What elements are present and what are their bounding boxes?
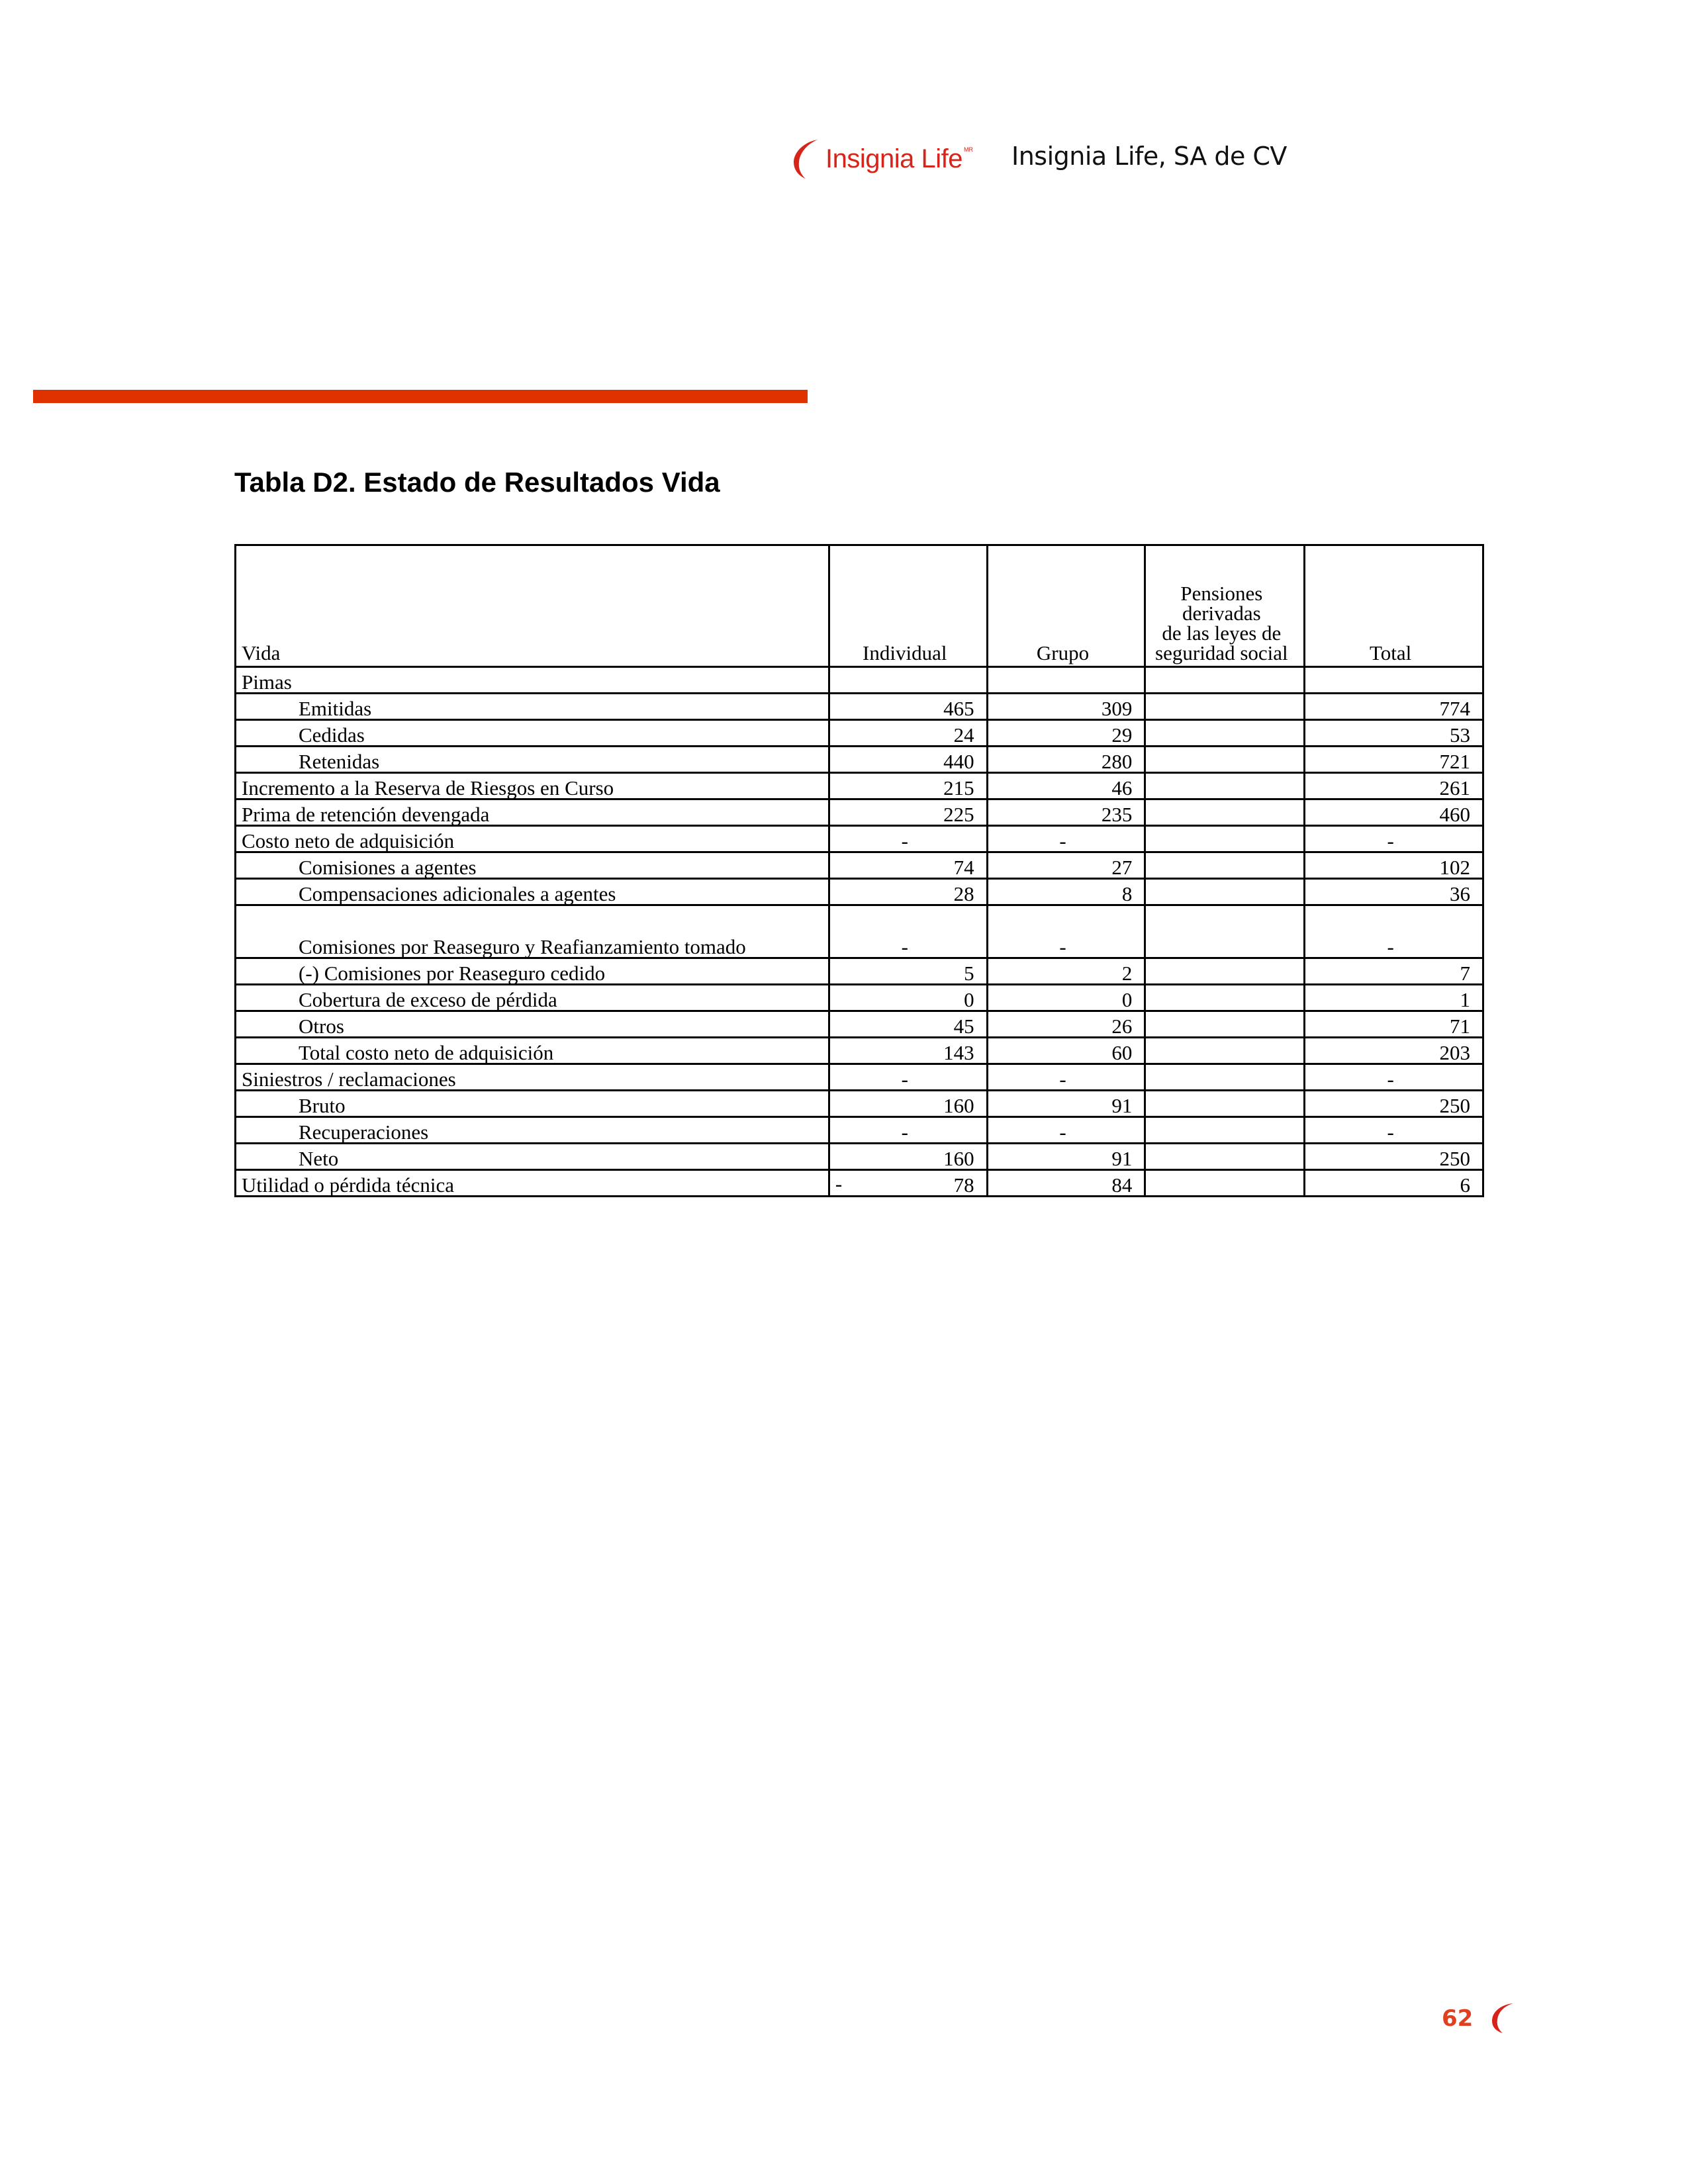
table-row: [236, 1064, 1483, 1091]
cell-grupo: 46: [987, 773, 1145, 799]
cell-total: 1: [1305, 985, 1483, 1011]
cell-pensiones: [1145, 694, 1305, 720]
cell-pensiones: [1145, 905, 1305, 958]
cell-individual: 0: [829, 985, 987, 1011]
cell-pensiones: [1145, 1091, 1305, 1117]
column-header-pensiones: [1145, 545, 1305, 667]
row-label: Bruto: [236, 1091, 829, 1117]
table-header-row: [236, 545, 1483, 667]
row-label: Comisiones por Reaseguro y Reafianzamiento tomado: [236, 905, 829, 958]
cell-individual: -: [829, 1064, 987, 1091]
row-label: Emitidas: [236, 694, 829, 720]
cell-grupo: 8: [987, 879, 1145, 905]
table-row: [236, 747, 1483, 773]
cell-grupo: 91: [987, 1144, 1145, 1170]
column-header-total: Total: [1305, 545, 1483, 667]
row-label: Prima de retención devengada: [236, 799, 829, 826]
cell-total: -: [1305, 905, 1483, 958]
income-statement-table: [234, 544, 1484, 1197]
row-label: Total costo neto de adquisición: [236, 1038, 829, 1064]
cell-pensiones: [1145, 1117, 1305, 1144]
cell-grupo: 0: [987, 985, 1145, 1011]
cell-individual: 45: [829, 1011, 987, 1038]
cell-pensiones: [1145, 826, 1305, 852]
row-label: Cobertura de exceso de pérdida: [236, 985, 829, 1011]
cell-grupo: 84: [987, 1170, 1145, 1197]
cell-pensiones: [1145, 852, 1305, 879]
pensiones-header-line: Pensiones: [1180, 582, 1263, 605]
cell-individual: 160: [829, 1091, 987, 1117]
cell-grupo: 29: [987, 720, 1145, 747]
row-label: Retenidas: [236, 747, 829, 773]
row-label: Compensaciones adicionales a agentes: [236, 879, 829, 905]
cell-total: 53: [1305, 720, 1483, 747]
cell-total: 250: [1305, 1144, 1483, 1170]
cell-individual: 160: [829, 1144, 987, 1170]
table-row: [236, 1011, 1483, 1038]
cell-grupo: 91: [987, 1091, 1145, 1117]
cell-grupo: -: [987, 905, 1145, 958]
table-row: [236, 694, 1483, 720]
row-label: Siniestros / reclamaciones: [236, 1064, 829, 1091]
row-label: Recuperaciones: [236, 1117, 829, 1144]
table-row: [236, 905, 1483, 958]
table-row: [236, 985, 1483, 1011]
company-name: Insignia Life, SA de CV: [1011, 142, 1287, 171]
table-title: Tabla D2. Estado de Resultados Vida: [234, 467, 720, 498]
crescent-logo-icon: [791, 138, 821, 179]
cell-total: 250: [1305, 1091, 1483, 1117]
cell-total: 203: [1305, 1038, 1483, 1064]
cell-grupo: -: [987, 1064, 1145, 1091]
cell-total: 6: [1305, 1170, 1483, 1197]
table-row: [236, 826, 1483, 852]
cell-individual: -: [829, 1117, 987, 1144]
table-row: [236, 1144, 1483, 1170]
cell-pensiones: [1145, 1064, 1305, 1091]
cell-total: 721: [1305, 747, 1483, 773]
company-logo: [791, 136, 973, 182]
cell-grupo: -: [987, 826, 1145, 852]
table-row: [236, 1170, 1483, 1197]
cell-total: 36: [1305, 879, 1483, 905]
table-row: [236, 667, 1483, 694]
row-label: Utilidad o pérdida técnica: [236, 1170, 829, 1197]
column-header-grupo: Grupo: [987, 545, 1145, 667]
table-row: [236, 958, 1483, 985]
cell-pensiones: [1145, 1011, 1305, 1038]
table-row: [236, 852, 1483, 879]
table-row: [236, 1091, 1483, 1117]
cell-grupo: 235: [987, 799, 1145, 826]
cell-total: 261: [1305, 773, 1483, 799]
table-row: [236, 1117, 1483, 1144]
table-row: [236, 1038, 1483, 1064]
page-number: 62: [1442, 2005, 1474, 2032]
row-label: (-) Comisiones por Reaseguro cedido: [236, 958, 829, 985]
logo-trademark: MR: [963, 146, 973, 153]
cell-grupo: 2: [987, 958, 1145, 985]
cell-individual: 5: [829, 958, 987, 985]
table-row: [236, 773, 1483, 799]
cell-grupo: [987, 667, 1145, 694]
row-label: Pimas: [236, 667, 829, 694]
cell-individual: 225: [829, 799, 987, 826]
section-divider-bar: [33, 390, 808, 403]
cell-individual: 465: [829, 694, 987, 720]
pensiones-header-line: de las leyes de: [1162, 621, 1282, 645]
cell-pensiones: [1145, 667, 1305, 694]
cell-individual: 74: [829, 852, 987, 879]
pensiones-header-line: derivadas: [1182, 602, 1261, 625]
cell-total: 71: [1305, 1011, 1483, 1038]
cell-individual: [829, 667, 987, 694]
row-label: Comisiones a agentes: [236, 852, 829, 879]
cell-total: -: [1305, 1117, 1483, 1144]
cell-grupo: -: [987, 1117, 1145, 1144]
row-label: Costo neto de adquisición: [236, 826, 829, 852]
cell-pensiones: [1145, 985, 1305, 1011]
row-label: Incremento a la Reserva de Riesgos en Curso: [236, 773, 829, 799]
cell-total: 774: [1305, 694, 1483, 720]
cell-individual: 215: [829, 773, 987, 799]
cell-pensiones: [1145, 747, 1305, 773]
cell-individual: -: [829, 905, 987, 958]
row-label: Otros: [236, 1011, 829, 1038]
row-label: Neto: [236, 1144, 829, 1170]
column-header-individual: Individual: [829, 545, 987, 667]
cell-total: -: [1305, 826, 1483, 852]
table-row: [236, 879, 1483, 905]
column-header-vida: Vida: [236, 545, 829, 667]
table-row: [236, 799, 1483, 826]
cell-individual: 28: [829, 879, 987, 905]
cell-total: 460: [1305, 799, 1483, 826]
cell-grupo: 27: [987, 852, 1145, 879]
cell-grupo: 26: [987, 1011, 1145, 1038]
crescent-footer-icon: [1488, 2002, 1516, 2034]
cell-pensiones: [1145, 799, 1305, 826]
cell-total: [1305, 667, 1483, 694]
cell-pensiones: [1145, 720, 1305, 747]
cell-grupo: 280: [987, 747, 1145, 773]
cell-pensiones: [1145, 773, 1305, 799]
cell-pensiones: [1145, 958, 1305, 985]
cell-individual: 143: [829, 1038, 987, 1064]
row-label: Cedidas: [236, 720, 829, 747]
cell-individual: 24: [829, 720, 987, 747]
cell-individual: 440: [829, 747, 987, 773]
cell-grupo: 60: [987, 1038, 1145, 1064]
cell-grupo: 309: [987, 694, 1145, 720]
cell-individual: [829, 1170, 987, 1197]
cell-individual: -: [829, 826, 987, 852]
table-row: [236, 720, 1483, 747]
negative-sign: -: [835, 1172, 843, 1195]
pensiones-header-line: seguridad social: [1155, 641, 1288, 664]
cell-pensiones: [1145, 1170, 1305, 1197]
cell-total: 102: [1305, 852, 1483, 879]
cell-pensiones: [1145, 1038, 1305, 1064]
cell-total: 7: [1305, 958, 1483, 985]
cell-pensiones: [1145, 879, 1305, 905]
cell-total: -: [1305, 1064, 1483, 1091]
logo-wordmark: Insignia Life: [825, 144, 962, 173]
cell-pensiones: [1145, 1144, 1305, 1170]
cell-value: 78: [953, 1173, 974, 1197]
